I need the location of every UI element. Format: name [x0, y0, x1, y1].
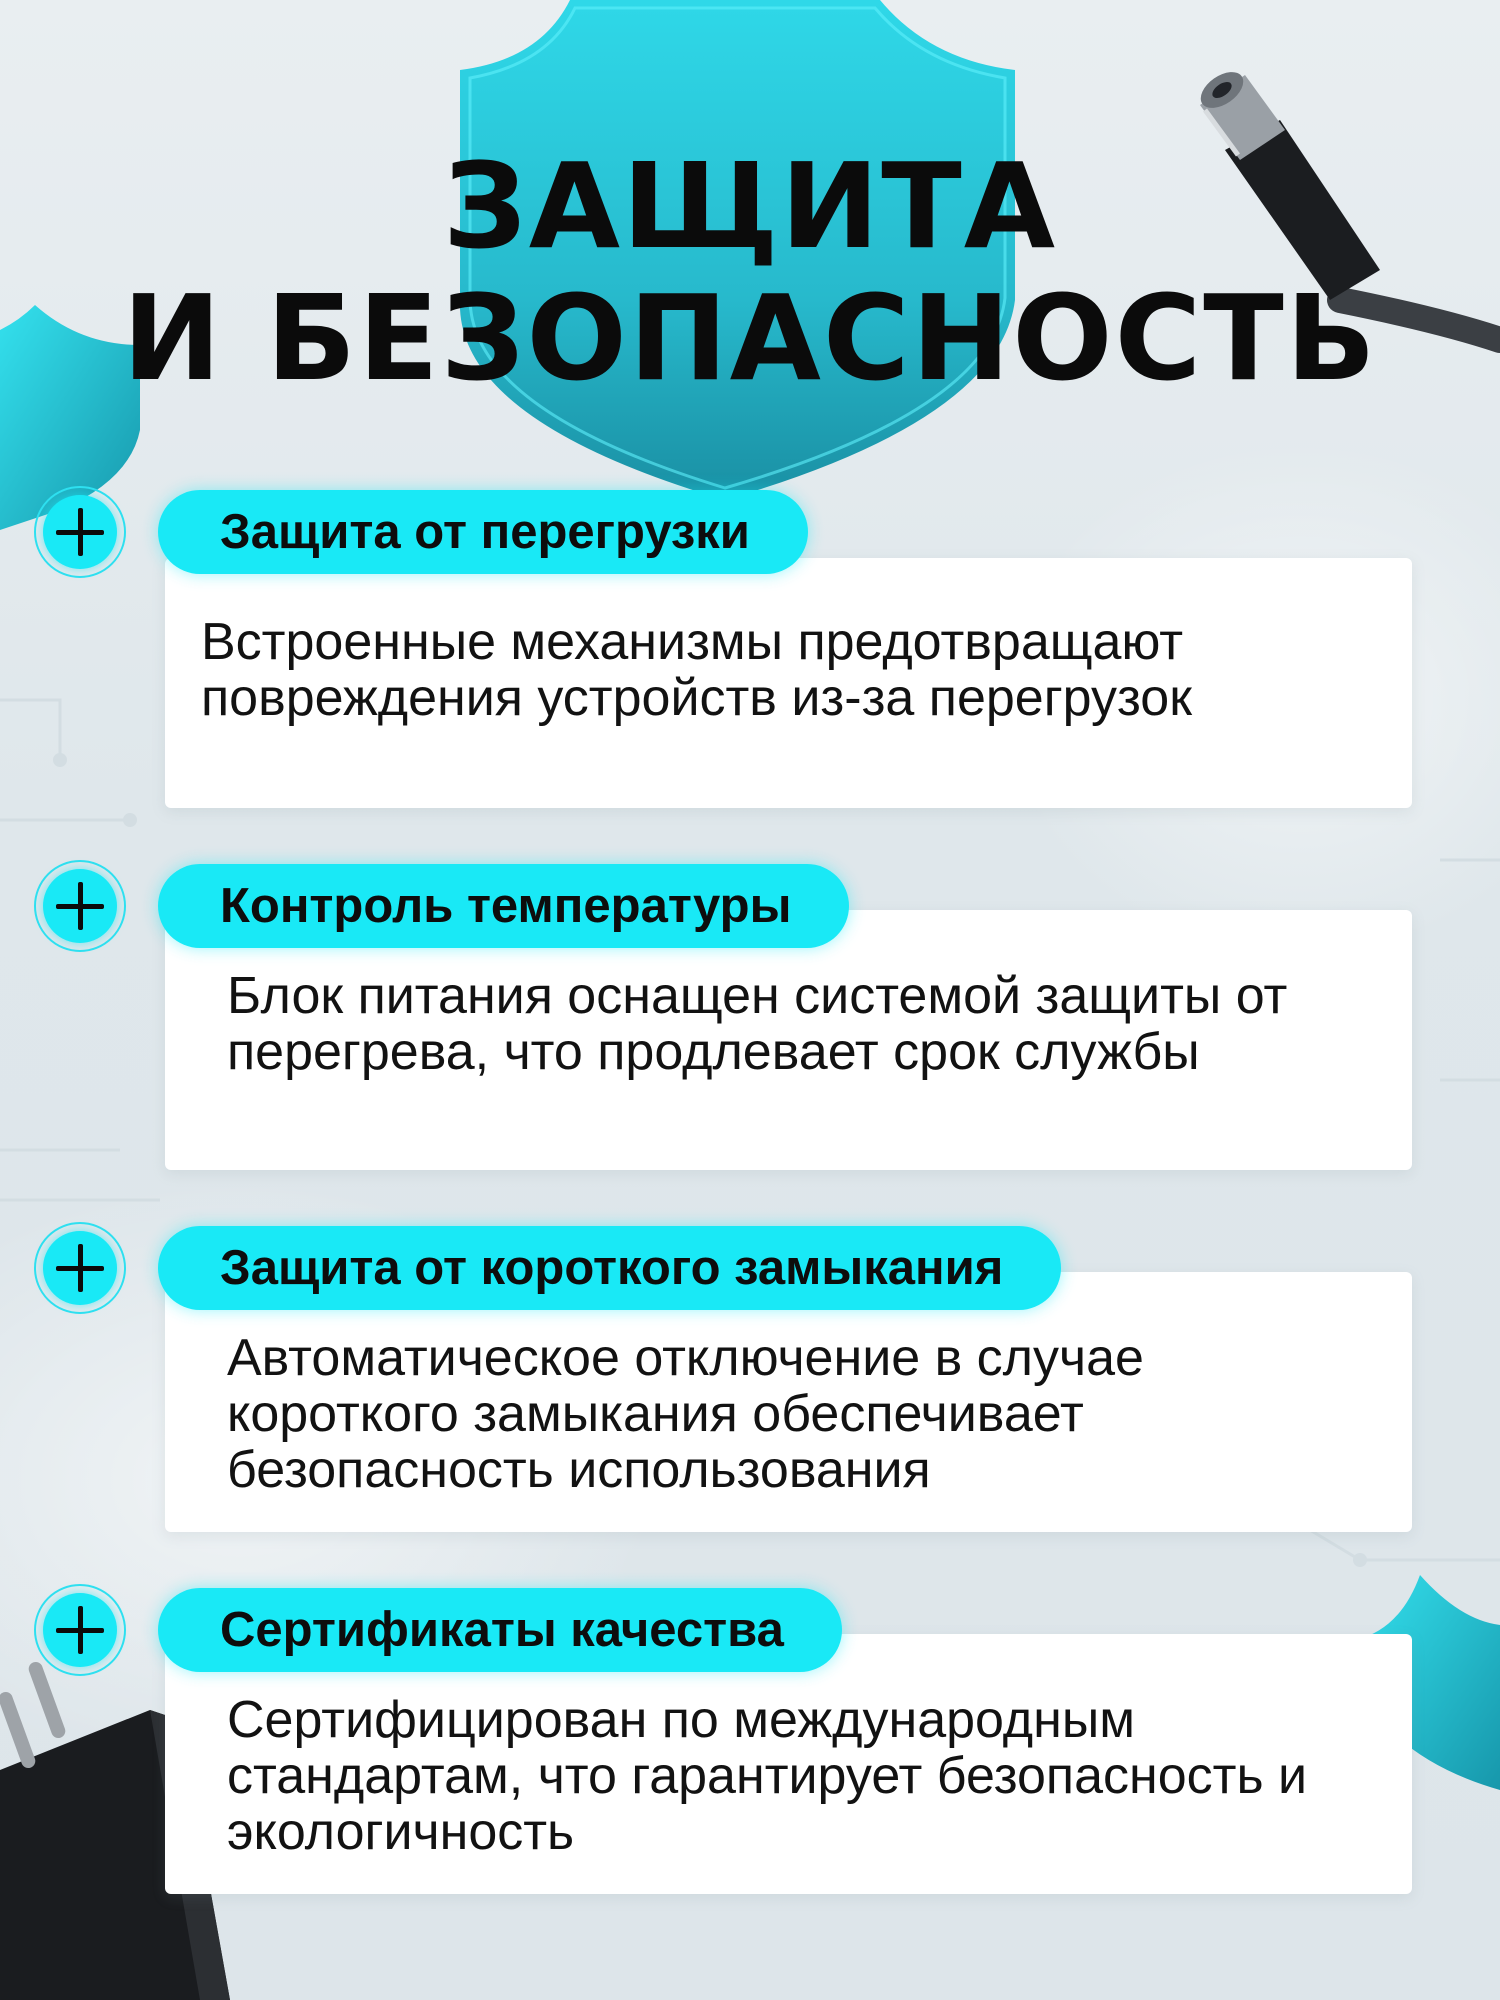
title-line-1: ЗАЩИТА [442, 137, 1058, 275]
title-line-2: И БЕЗОПАСНОСТЬ [122, 269, 1378, 407]
plus-icon [34, 1584, 126, 1676]
feature-title-badge [158, 490, 808, 574]
feature-title-badge [158, 1226, 1061, 1310]
feature-card [165, 558, 1412, 808]
feature-title-badge [158, 1588, 842, 1672]
feature-description: Автоматическое отключение в случае короткого замыкания обеспечивает безопасность использования [227, 1329, 1144, 1499]
feature-card [165, 910, 1412, 1170]
plus-icon [34, 1222, 126, 1314]
feature-description: Встроенные механизмы предотвращают повреждения устройств из-за перегрузок [201, 613, 1192, 727]
plus-icon [34, 486, 126, 578]
feature-card [165, 1634, 1412, 1894]
feature-title: Защита от короткого замыкания [220, 1241, 1004, 1295]
page-title [0, 137, 1500, 407]
feature-card [165, 1272, 1412, 1532]
feature-title: Контроль температуры [220, 879, 792, 933]
feature-description: Сертифицирован по международным стандартам, что гарантирует безопасность и экологичность [227, 1691, 1308, 1861]
feature-title: Защита от перегрузки [220, 505, 750, 559]
feature-title: Сертификаты качества [220, 1603, 784, 1657]
feature-title-badge [158, 864, 849, 948]
feature-description: Блок питания оснащен системой защиты от перегрева, что продлевает срок службы [227, 967, 1288, 1081]
plus-icon [34, 860, 126, 952]
